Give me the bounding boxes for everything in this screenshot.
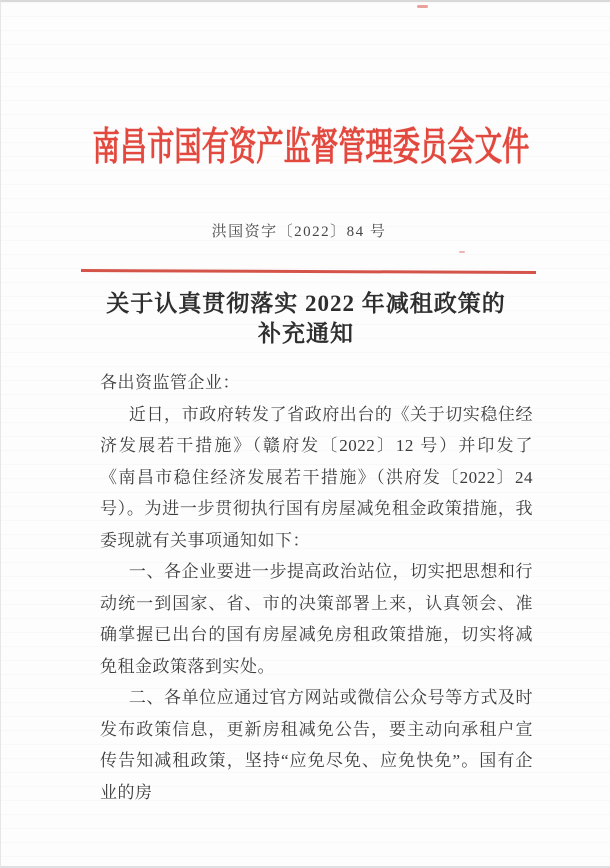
document-title-line2: 补充通知 bbox=[258, 321, 354, 346]
document-body bbox=[100, 367, 533, 808]
body-paragraph-1: 近日，市政府转发了省政府出台的《关于切实稳住经济发展若干措施》（赣府发〔2022〕12 号）并印发了《南昌市稳住经济发展若干措施》（洪府发〔2022〕24 号）。为进一步贯彻执行国有房屋减免租金政策措施，我委现就有关事项通知如下： bbox=[100, 404, 533, 550]
scan-speck bbox=[459, 251, 465, 253]
document-number: 洪国资字〔2022〕84 号 bbox=[211, 224, 387, 240]
red-separator-line bbox=[81, 269, 536, 274]
document-title-line1: 关于认真贯彻落实 2022 年减租政策的 bbox=[106, 291, 506, 316]
body-paragraph-2: 一、各企业要进一步提高政治站位，切实把思想和行动统一到国家、省、市的决策部署上来，认真领会、准确掌握已出台的国有房屋减免房租政策措施，切实将减免租金政策落到实处。 bbox=[100, 562, 533, 676]
salutation: 各出资监管企业： bbox=[100, 373, 240, 392]
red-header-title: 南昌市国有资产监督管理委员会文件 bbox=[92, 126, 530, 169]
document-title bbox=[1, 289, 610, 349]
body-paragraph-3: 二、各单位应通过官方网站或微信公众号等方式及时发布政策信息，更新房租减免公告，要主动向承租户宣传告知减租政策，坚持“应免尽免、应免快免”。国有企业的房 bbox=[100, 688, 533, 802]
scan-speck bbox=[417, 5, 428, 8]
